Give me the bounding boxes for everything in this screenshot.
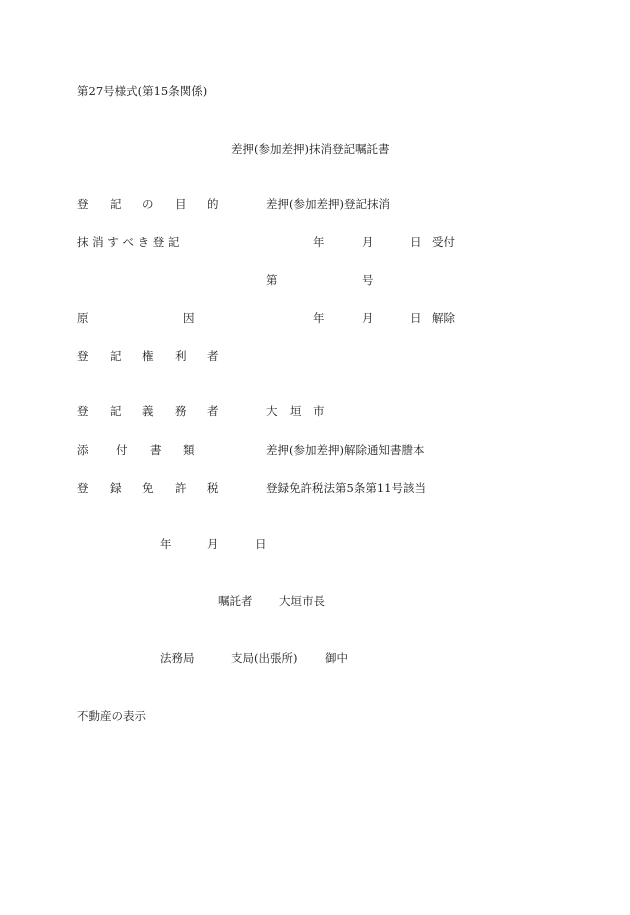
tax-value: 登録免許税法第5条第11号該当 <box>266 481 426 495</box>
label-char: 者 <box>207 404 219 418</box>
month-label: 月 <box>362 235 374 249</box>
year-label: 年 <box>313 311 325 325</box>
commissioner-name: 大垣市長 <box>279 594 325 608</box>
label-char: 者 <box>207 349 219 363</box>
dai-label: 第 <box>266 273 278 287</box>
month-label: 月 <box>362 311 374 325</box>
year-label: 年 <box>160 537 172 551</box>
label-char: 録 <box>110 481 122 495</box>
label-char: 登 <box>77 197 89 211</box>
label-char: 登 <box>77 349 89 363</box>
label-char: 目 <box>175 197 187 211</box>
label-char: 原 <box>77 311 89 325</box>
label-char: 許 <box>175 481 187 495</box>
label-char: 記 <box>110 404 122 418</box>
obligor-value-char: 大 <box>266 404 278 418</box>
label-char: 記 <box>110 349 122 363</box>
obligor-value-char: 市 <box>313 404 325 418</box>
label-char: 免 <box>142 481 154 495</box>
label-char: 義 <box>142 404 154 418</box>
label-char: 登 <box>77 481 89 495</box>
label-char: の <box>142 197 154 211</box>
bureau-label: 法務局 <box>160 651 195 665</box>
registration-to-cancel-label: 抹 消 す べ き 登 記 <box>77 235 180 249</box>
day-label: 日 <box>410 311 422 325</box>
year-label: 年 <box>313 235 325 249</box>
honorific-label: 御中 <box>325 651 348 665</box>
label-char: 登 <box>77 404 89 418</box>
property-heading: 不動産の表示 <box>77 709 146 723</box>
document-title: 差押(参加差押)抹消登記嘱託書 <box>231 142 390 156</box>
label-char: 税 <box>207 481 219 495</box>
attachments-value: 差押(参加差押)解除通知書謄本 <box>266 443 425 457</box>
gou-label: 号 <box>362 273 374 287</box>
day-label: 日 <box>255 537 267 551</box>
day-label: 日 <box>410 235 422 249</box>
release-label: 解除 <box>432 311 455 325</box>
receipt-label: 受付 <box>432 235 455 249</box>
label-char: 務 <box>175 404 187 418</box>
purpose-value: 差押(参加差押)登記抹消 <box>266 197 390 211</box>
label-char: 添 <box>77 443 89 457</box>
label-char: 的 <box>207 197 219 211</box>
label-char: 書 <box>150 443 162 457</box>
form-number: 第27号様式(第15条関係) <box>77 84 208 98</box>
commissioner-label: 嘱託者 <box>218 594 253 608</box>
month-label: 月 <box>207 537 219 551</box>
label-char: 類 <box>183 443 195 457</box>
label-char: 付 <box>116 443 128 457</box>
branch-label: 支局(出張所) <box>231 651 298 665</box>
label-char: 記 <box>110 197 122 211</box>
label-char: 利 <box>175 349 187 363</box>
label-char: 権 <box>142 349 154 363</box>
obligor-value-char: 垣 <box>290 404 302 418</box>
label-char: 因 <box>183 311 195 325</box>
